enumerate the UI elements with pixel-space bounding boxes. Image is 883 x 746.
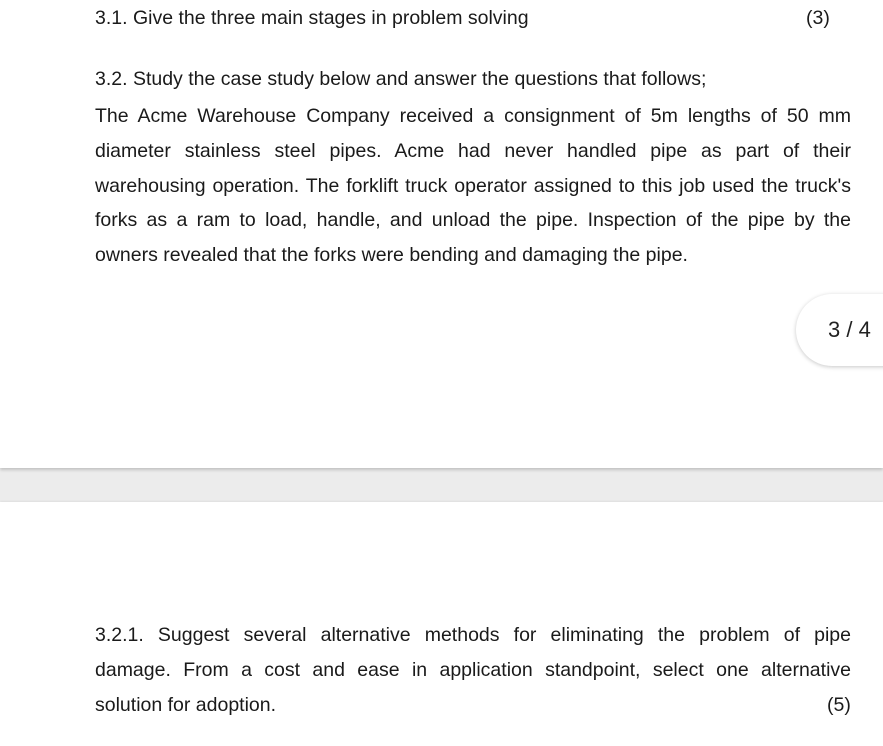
case-study-line: owners revealed that the forks were bending and damaging the pipe.: [95, 244, 688, 266]
document-page-4: [0, 502, 883, 746]
question-3-2-1-line: 3.2.1. Suggest several alternative methods for eliminating the problem of pipe: [95, 624, 851, 646]
case-study-line: The Acme Warehouse Company received a consignment of 5m lengths of 50 mm: [95, 105, 851, 127]
question-3-2-1-line: solution for adoption.: [95, 694, 277, 716]
case-study-line: warehousing operation. The forklift truck operator assigned to this job used the truck's: [95, 175, 851, 197]
question-3-2-1-line: damage. From a cost and ease in application standpoint, select one alternative: [95, 659, 851, 681]
case-study-line: diameter stainless steel pipes. Acme had never handled pipe as part of their: [95, 140, 851, 162]
question-3-2-1-marks: (5): [827, 694, 851, 716]
question-3-2-heading: 3.2. Study the case study below and answer the questions that follows;: [95, 68, 707, 90]
page-indicator[interactable]: 3 / 4: [796, 294, 883, 366]
question-3-1-marks: (3): [806, 7, 830, 29]
question-3-1-text: 3.1. Give the three main stages in problem solving: [95, 7, 529, 29]
case-study-line: forks as a ram to load, handle, and unload the pipe. Inspection of the pipe by the: [95, 209, 851, 231]
